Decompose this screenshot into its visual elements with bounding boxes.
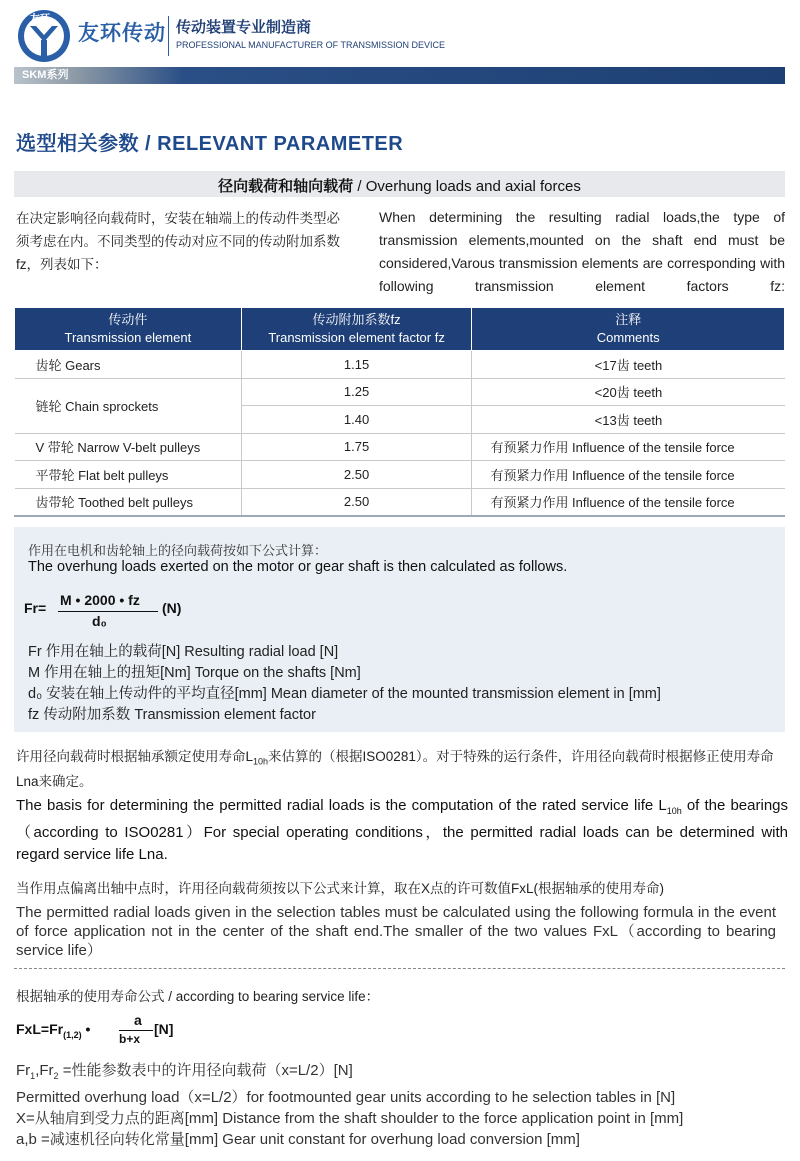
p1-sub: 10h [253,756,269,767]
fr-lhs: Fr= [24,600,47,616]
brand-name: 友环传动 [78,22,166,45]
def-text: ,Fr [35,1062,54,1079]
cell-factor: 1.40 [241,406,472,434]
fxl-lhs-text: FxL=Fr [16,1021,64,1037]
fxl-numerator: a [134,1012,142,1028]
cell-element: 齿轮 Gears [15,351,242,379]
header-comments [472,308,785,351]
logo-text: 友环 [30,14,50,25]
cell-comment: 有预紧力作用 Influence of the tensile force [472,433,785,461]
header-element-cn: 传动件 [108,312,148,327]
subheader-band [14,171,785,197]
cell-element: 平带轮 Flat belt pulleys [15,461,242,489]
cell-comment: <17齿 teeth [472,351,785,379]
series-bar [14,67,785,84]
definition-item: X=从轴肩到受力点的距离[mm] Distance from the shaft shoulder to the force application point in [mm] [16,1110,684,1127]
p2-text-end: of the bearings（according to ISO0281）For special operating conditions，the permitted radial loads can be determined with regard service life Lna. [16,797,788,863]
fr-numerator: M • 2000 • fz [60,592,140,608]
cell-factor: 2.50 [241,461,472,489]
factor-table [14,307,785,516]
definition-item: M 作用在轴上的扭矩[Nm] Torque on the shafts [Nm] [28,665,361,681]
cell-comment: <13齿 teeth [472,406,785,434]
table-bottom-rule [14,515,785,517]
def-sub: 2 [53,1071,59,1081]
table-row [15,351,785,379]
definition-item: Permitted overhung load（x=L/2）for footmounted gear units according to he selection tables in [N] [16,1089,676,1106]
formula-intro-en: The overhung loads exerted on the motor or gear shaft is then calculated as follows. [28,559,568,575]
cell-factor: 2.50 [241,488,472,516]
fxl-dot: • [81,1021,91,1037]
paragraph-service-life-en [16,795,788,866]
subheader-cn: 径向载荷和轴向载荷 [218,178,354,195]
cell-comment: 有预紧力作用 Influence of the tensile force [472,461,785,489]
bearing-life-heading: 根据轴承的使用寿命公式 / according to bearing service life： [16,989,380,1004]
cell-element: 齿带轮 Toothed belt pulleys [15,488,242,516]
formula-definitions [28,642,661,726]
definition-item [16,1060,683,1087]
tagline-cn: 传动装置专业制造商 [176,19,312,36]
cell-factor: 1.25 [241,378,472,406]
series-label: SKM系列 [22,69,69,81]
definition-item: a,b =减速机径向转化常量[mm] Gear unit constant for overhung load conversion [mm] [16,1131,580,1148]
def-text: =性能参数表中的许用径向载荷（x=L/2）[N] [58,1062,353,1079]
fr-denominator: d₀ [92,613,107,629]
intro-en: When determining the resulting radial loads,the type of transmission elements,mounted on the shaft end must be considered,Varous transmission elements are corresponding with following transmission element factors fz: [379,209,785,294]
subheader-text [14,175,785,196]
table-row [15,378,785,406]
fxl-definitions [16,1060,683,1150]
subheader-en: / Overhung loads and axial forces [353,178,581,195]
header-comments-cn: 注释 [615,312,642,327]
definition-item: Fr 作用在轴上的载荷[N] Resulting radial load [N] [28,644,339,660]
fr-unit: (N) [162,600,182,616]
header-factor-en: Transmission element factor fz [268,330,445,345]
cell-comment: 有预紧力作用 Influence of the tensile force [472,488,785,516]
table-header-row [15,308,785,351]
definition-item: fz 传动附加系数 Transmission element factor [28,707,316,723]
dashed-divider [14,968,785,969]
p2-sub: 10h [666,806,682,816]
header-comments-en: Comments [596,330,660,345]
tagline-en: PROFESSIONAL MANUFACTURER OF TRANSMISSION DEVICE [176,40,446,50]
header-divider [168,16,169,56]
definition-item: d₀ 安装在轴上传动件的平均直径[mm] Mean diameter of the mounted transmission element in [mm] [28,686,661,702]
company-logo [16,8,72,64]
cell-element: 链轮 Chain sprockets [15,378,242,433]
cell-element: V 带轮 Narrow V-belt pulleys [15,433,242,461]
table-row [15,488,785,516]
fxl-lhs [16,1021,90,1040]
header-factor [241,308,472,351]
header-element-en: Transmission element [64,330,192,345]
cell-factor: 1.75 [241,433,472,461]
fxl-fraction-bar [119,1030,153,1031]
fxl-unit: [N] [154,1021,174,1037]
paragraph-offset-cn: 当作用点偏离出轴中点时，许用径向载荷须按以下公式来计算，取在X点的许可数值FxL(根据轴承的使用寿命) [16,881,664,896]
fxl-denominator: b+x [119,1032,141,1046]
def-text: Fr [16,1062,31,1079]
def-sub: 1 [30,1071,36,1081]
intro-cn: 在决定影响径向载荷时，安装在轴端上的传动件类型必须考虑在内。不同类型的传动对应不同的传动附加系数fz，列表如下： [16,211,340,272]
formula-intro-cn: 作用在电机和齿轮轴上的径向载荷按如下公式计算： [28,543,328,558]
p1-text: 许用径向载荷时根据轴承额定使用寿命L [16,749,254,764]
header-element [15,308,242,351]
cell-comment: <20齿 teeth [472,378,785,406]
p1-text-end: 来估算的（根据ISO0281）。对于特殊的运行条件，许用径向载荷时根据修正使用寿命Lna来确定。 [16,749,774,789]
fraction-bar [58,611,158,612]
paragraph-offset-en: The permitted radial loads given in the selection tables must be calculated using the following formula in the event of force application not in the center of the shaft end.The smaller of the two values FxL（according to bearing service life） [16,904,776,959]
p2-text: The basis for determining the permitted radial loads is the computation of the rated service life L [16,797,667,814]
table-row [15,433,785,461]
cell-factor: 1.15 [241,351,472,379]
paragraph-service-life-cn [16,747,788,792]
header-factor-cn: 传动附加系数fz [312,312,401,327]
table-row [15,461,785,489]
fxl-sub: (1,2) [63,1029,82,1040]
section-title: 选型相关参数 / RELEVANT PARAMETER [16,133,404,155]
